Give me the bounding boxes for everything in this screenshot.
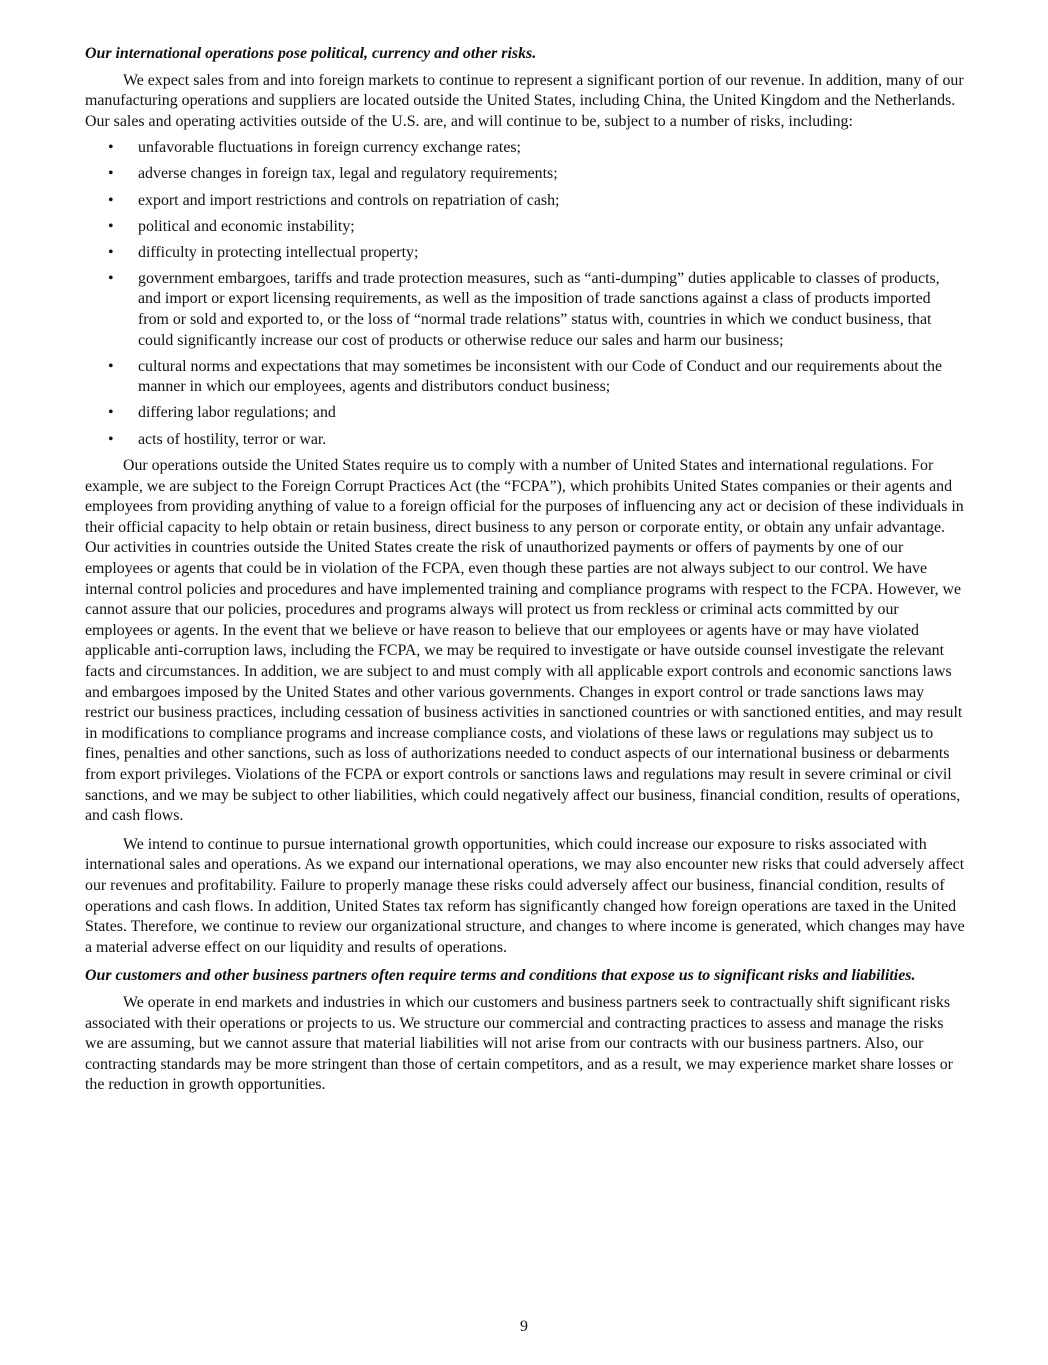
list-item bbox=[85, 164, 965, 185]
list-item bbox=[85, 357, 965, 398]
list-item-text: acts of hostility, terror or war. bbox=[138, 430, 327, 448]
customer-terms-paragraph: We operate in end markets and industries in which our customers and business partners seek to contractually shift significant risks associated with their operations or projects to us. We structure our commercial and contracting practices to assess and manage the risks we are assuming, but we cannot assure that material liabilities will not arise from our contracts with our business partners. Also, our contracting standards may be more stringent than those of certain competitors, and as a result, we may experience market share losses or the reduction in growth opportunities. bbox=[85, 993, 953, 1094]
list-item-text: cultural norms and expectations that may sometimes be inconsistent with our Code of Conduct and our requirements about the manner in which our employees, agents and distributors conduct business; bbox=[138, 357, 943, 396]
list-item bbox=[85, 191, 965, 212]
page-number: 9 bbox=[520, 1318, 528, 1335]
growth-paragraph: We intend to continue to pursue international growth opportunities, which could increase our exposure to risks associated with international sales and operations. As we expand our international operations, we may also encounter new risks that could adversely affect our revenues and profitability. Failure to properly manage these risks could adversely affect our business, financial condition, results of operations and cash flows. In addition, United States tax reform has significantly changed how foreign operations are taxed in the United States. Therefore, we continue to review our organizational structure, and changes to where income is generated, which changes may have a material adverse effect on our liquidity and results of operations. bbox=[85, 835, 965, 956]
bullet-icon: • bbox=[108, 404, 114, 422]
bullet-icon: • bbox=[108, 139, 114, 157]
bullet-icon: • bbox=[108, 269, 114, 287]
list-item-text: export and import restrictions and controls on repatriation of cash; bbox=[138, 191, 560, 209]
list-item-text: unfavorable fluctuations in foreign currency exchange rates; bbox=[138, 139, 521, 157]
bullet-icon: • bbox=[108, 243, 114, 261]
bullet-icon: • bbox=[108, 217, 114, 235]
list-item bbox=[85, 403, 965, 424]
list-item bbox=[85, 430, 965, 451]
list-item-text: government embargoes, tariffs and trade protection measures, such as “anti-dumping” duties applicable to classes of products, and import or export licensing requirements, as well as the imposition of trade sanctions against a class of products imported from or sold and exported to, or the loss of “normal trade relations” status with, countries in which we conduct business, that could significantly increase our cost of products or otherwise reduce our sales and harm our business; bbox=[138, 269, 940, 349]
list-item bbox=[85, 217, 965, 238]
list-item-text: political and economic instability; bbox=[138, 217, 355, 235]
intro-paragraph: We expect sales from and into foreign markets to continue to represent a significant portion of our revenue. In addition, many of our manufacturing operations and suppliers are located outside the United States, including China, the United Kingdom and the Netherlands. Our sales and operating activities outside of the U.S. are, and will continue to be, subject to a number of risks, including: bbox=[85, 71, 964, 130]
section-heading-international-risks: Our international operations pose political, currency and other risks. bbox=[85, 45, 537, 62]
list-item bbox=[85, 138, 965, 159]
bullet-icon: • bbox=[108, 165, 114, 183]
bullet-icon: • bbox=[108, 430, 114, 448]
section-heading-customer-terms: Our customers and other business partners often require terms and conditions that expose us to significant risks and liabilities. bbox=[85, 967, 916, 985]
risk-list bbox=[85, 138, 965, 450]
list-item-text: differing labor regulations; and bbox=[138, 404, 336, 422]
list-item-text: adverse changes in foreign tax, legal and regulatory requirements; bbox=[138, 165, 558, 183]
list-item-text: difficulty in protecting intellectual property; bbox=[138, 243, 419, 261]
document-page bbox=[85, 44, 965, 1104]
list-item bbox=[85, 243, 965, 264]
fcpa-paragraph: Our operations outside the United States require us to comply with a number of United States and international regulations. For example, we are subject to the Foreign Corrupt Practices Act (the “FCPA”), which prohibits United States companies or their agents and employees from providing anything of value to a foreign official for the purposes of influencing any act or decision of these individuals in their official capacity to help obtain or retain business, direct business to any person or corporate entity, or obtain any unfair advantage. Our activities in countries outside the United States create the risk of unauthorized payments or offers of payments by one of our employees or agents that could be in violation of the FCPA, even though these parties are not always subject to our control. We have internal control policies and procedures and have implemented training and compliance programs with respect to the FCPA. However, we cannot assure that our policies, procedures and programs always will protect us from reckless or criminal acts committed by our employees or agents. In the event that we believe or have reason to believe that our employees or agents have or may have violated applicable anti-corruption laws, including the FCPA, we may be required to investigate or have outside counsel investigate the relevant facts and circumstances. In addition, we are subject to and must comply with all applicable export controls and economic sanctions laws and embargoes imposed by the United States and other various governments. Changes in export control or trade sanctions laws may restrict our business practices, including cessation of business activities in sanctioned countries or with sanctioned entities, and may result in modifications to compliance programs and increase compliance costs, and violations of these laws or regulations may subject us to fines, penalties and other sanctions, such as loss of authorizations needed to conduct aspects of our international business or debarments from export privileges. Violations of the FCPA or export controls or sanctions laws and regulations may result in severe criminal or civil sanctions, and we may be subject to other liabilities, which could negatively affect our business, financial condition, results of operations, and cash flows. bbox=[85, 457, 964, 825]
bullet-icon: • bbox=[108, 357, 114, 375]
bullet-icon: • bbox=[108, 191, 114, 209]
list-item bbox=[85, 269, 965, 351]
